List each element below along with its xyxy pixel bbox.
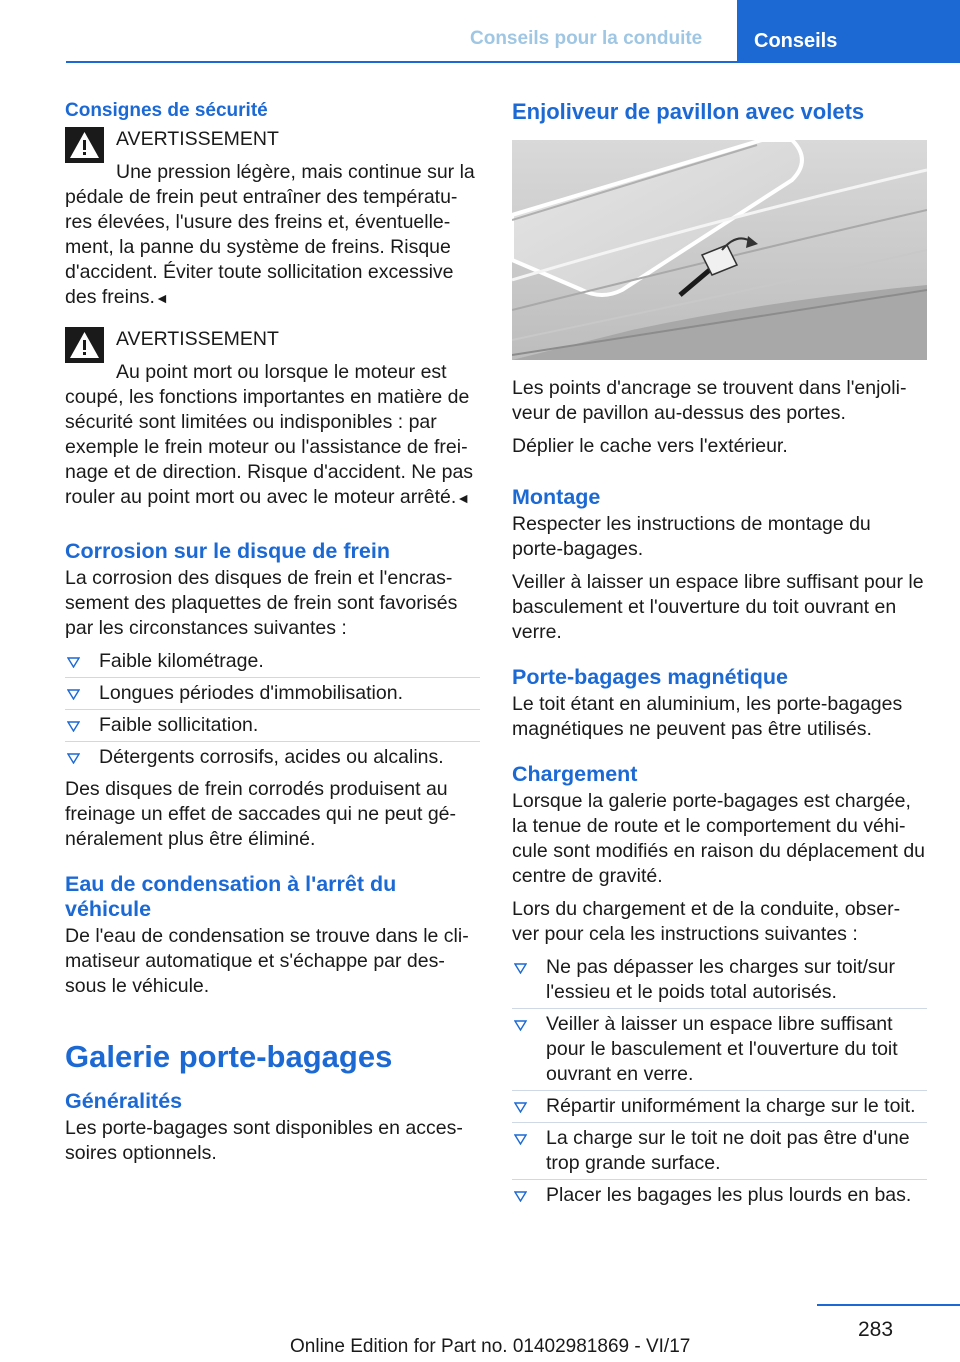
loading-text-1: Lorsque la galerie porte-bagages est chargée, la tenue de route et le comportement du véhi-cule sont modifiés en raison du déplacement du centre de gravité. — [512, 790, 926, 887]
unfold-text: Déplier le cache vers l'extérieur. — [512, 435, 788, 457]
header-chapter-tab: Conseils — [737, 0, 960, 62]
list-item: Longues périodes d'immobilisation. — [65, 681, 480, 706]
end-mark: ◄ — [456, 490, 471, 506]
header-rule — [66, 61, 960, 63]
safety-heading: Consignes de sécurité — [65, 100, 268, 121]
triangle-bullet-icon — [67, 689, 80, 700]
right-column — [512, 98, 927, 1215]
condensation-text: De l'eau de condensation se trouve dans le cli-matiseur automatique et s'échappe par des-sous le véhicule. — [65, 925, 469, 997]
list-item: Placer les bagages les plus lourds en bas. — [512, 1183, 927, 1208]
list-item: Ne pas dépasser les charges sur toit/sur l'essieu et le poids total autorisés. — [512, 955, 927, 1005]
header-section-title: Conseils pour la conduite — [470, 28, 703, 49]
corrosion-heading: Corrosion sur le disque de frein — [65, 539, 390, 563]
triangle-bullet-icon — [514, 1134, 527, 1145]
end-mark: ◄ — [154, 290, 169, 306]
mounting-text-2: Veiller à laisser un espace libre suffisant pour le basculement et l'ouverture du toit ouvrant en verre. — [512, 571, 924, 643]
roof-rack-heading: Galerie porte-bagages — [65, 1039, 393, 1074]
warning-title: AVERTISSEMENT — [116, 128, 279, 150]
magnetic-text: Le toit étant en aluminium, les porte-bagages magnétiques ne peuvent pas être utilisés. — [512, 693, 903, 740]
edition-note: Online Edition for Part no. 01402981869 - VI/17 — [290, 1336, 691, 1357]
corrosion-list — [65, 649, 480, 770]
triangle-bullet-icon — [67, 657, 80, 668]
warning-title: AVERTISSEMENT — [116, 328, 279, 350]
roof-trim-heading: Enjoliveur de pavillon avec volets — [512, 99, 865, 124]
loading-list — [512, 955, 927, 1208]
warning-triangle-icon — [65, 127, 104, 163]
warning-block-2 — [65, 327, 480, 511]
mounting-text-1: Respecter les instructions de montage du porte-bagages. — [512, 513, 871, 560]
page-header — [0, 0, 960, 62]
warning-triangle-icon — [65, 327, 104, 363]
triangle-bullet-icon — [514, 1102, 527, 1113]
loading-text-2: Lors du chargement et de la conduite, obser-ver pour cela les instructions suivantes : — [512, 898, 901, 945]
warning-block-1 — [65, 127, 480, 311]
general-heading: Généralités — [65, 1089, 183, 1113]
page-number: 283 — [858, 1318, 894, 1341]
triangle-bullet-icon — [514, 1191, 527, 1202]
footer-rule — [817, 1304, 960, 1306]
roof-trim-illustration — [512, 140, 927, 360]
condensation-heading: Eau de condensation à l'arrêt du véhicule — [65, 872, 397, 921]
list-item: La charge sur le toit ne doit pas être d'une trop grande surface. — [512, 1126, 927, 1176]
triangle-bullet-icon — [67, 721, 80, 732]
corrosion-intro: La corrosion des disques de frein et l'encras-sement des plaquettes de frein sont favorisés par les circonstances suivantes : — [65, 567, 458, 639]
list-item: Détergents corrosifs, acides ou alcalins. — [65, 745, 480, 770]
list-item: Faible kilométrage. — [65, 649, 480, 674]
general-text: Les porte-bagages sont disponibles en acces-soires optionnels. — [65, 1117, 463, 1164]
loading-heading: Chargement — [512, 762, 638, 786]
corrosion-outro: Des disques de frein corrodés produisent au freinage un effet de saccades qui ne peut gé-néralement plus être éliminé. — [65, 778, 457, 850]
triangle-bullet-icon — [67, 753, 80, 764]
anchor-text: Les points d'ancrage se trouvent dans l'enjoli-veur de pavillon au-dessus des portes. — [512, 377, 907, 424]
triangle-bullet-icon — [514, 1020, 527, 1031]
list-item: Faible sollicitation. — [65, 713, 480, 738]
magnetic-heading: Porte-bagages magnétique — [512, 665, 788, 689]
list-item: Répartir uniformément la charge sur le toit. — [512, 1094, 927, 1119]
list-item: Veiller à laisser un espace libre suffisant pour le basculement et l'ouverture du toit ouvrant en verre. — [512, 1012, 927, 1087]
mounting-heading: Montage — [512, 485, 601, 509]
warning-text: Une pression légère, mais continue sur la pédale de frein peut entraîner des températu-res élevées, l'usure des freins et, éventuelle-ment, la panne du système de freins. Risque d'accident. Éviter toute sollicitation excessive des freins.◄ — [65, 161, 475, 308]
left-column — [65, 98, 480, 1174]
roof-trim-photo — [512, 140, 927, 360]
warning-text: Au point mort ou lorsque le moteur est coupé, les fonctions importantes en matière de sécurité sont limitées ou indisponibles : par exemple le frein moteur ou l'assistance de frei-nage et de direction. Risque d'accident. Ne pas rouler au point mort ou avec le moteur arrêté.◄ — [65, 361, 474, 508]
triangle-bullet-icon — [514, 963, 527, 974]
